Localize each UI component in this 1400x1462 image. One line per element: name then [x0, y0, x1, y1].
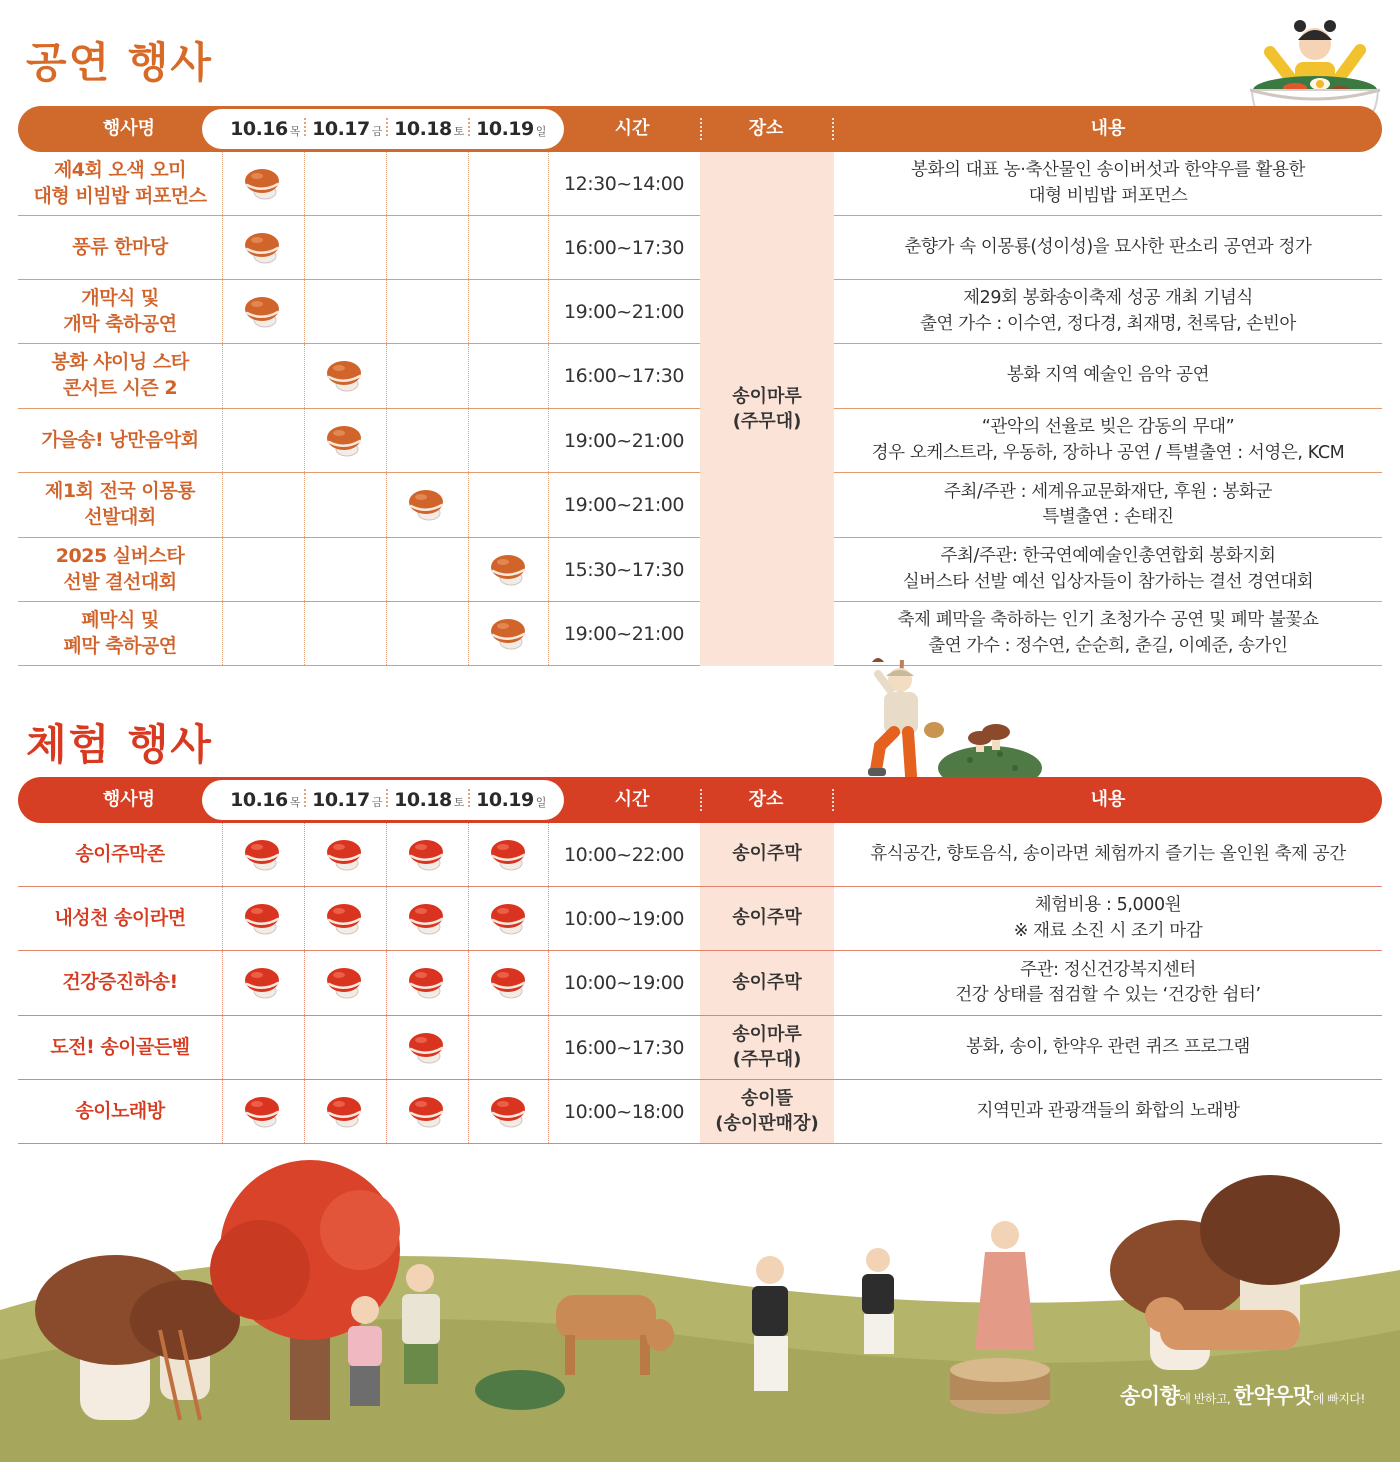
- header-date-1018: 10.18 토: [394, 118, 464, 140]
- event-place: 송이주막: [700, 951, 834, 1015]
- event-name: 도전! 송이골든벨: [50, 1035, 190, 1058]
- header-date-1017: 10.17 금: [312, 789, 382, 811]
- event-content: 봉화의 대표 농·축산물인 송이버섯과 한약우를 활용한 대형 비빔밥 퍼포먼스: [910, 160, 1306, 206]
- header-date-1016: 10.16 목: [230, 118, 300, 140]
- day-cell: [304, 823, 386, 886]
- event-time: 19:00~21:00: [564, 494, 684, 516]
- day-cell: [304, 602, 386, 665]
- event-time: 16:00~17:30: [564, 365, 684, 387]
- event-time: 10:00~22:00: [564, 843, 684, 866]
- day-cell: [222, 409, 304, 472]
- header-event-name: 행사명: [102, 118, 156, 139]
- mushroom-icon: [407, 487, 447, 523]
- festival-landscape-illustration: [0, 1160, 1400, 1462]
- event-name: 개막식 및 개막 축하공연: [63, 286, 177, 335]
- day-cell: [468, 216, 550, 279]
- mushroom-icon: [489, 1094, 529, 1130]
- event-time: 15:30~17:30: [564, 558, 684, 581]
- day-cell: [386, 538, 468, 601]
- event-name: 내성천 송이라면: [54, 906, 186, 929]
- header-date-1018: 10.18 토: [394, 789, 464, 811]
- day-cell: [222, 1016, 304, 1079]
- day-cell: [304, 216, 386, 279]
- table-row: [18, 1016, 1382, 1080]
- day-cell: [468, 1016, 550, 1079]
- day-cell: [304, 473, 386, 537]
- mushroom-icon: [489, 837, 529, 873]
- day-cell: [386, 280, 468, 343]
- experience-table-header: [18, 777, 1382, 823]
- performance-place-merged: 송이마루 (주무대): [700, 152, 834, 666]
- mushroom-icon: [243, 901, 283, 937]
- day-cell: [468, 473, 550, 537]
- event-content: 주최/주관: 한국연예예술인총연합회 봉화지회 실버스타 선발 예선 입상자들이 참가하는 결선 경연대회: [902, 546, 1314, 592]
- mushroom-icon: [325, 423, 365, 459]
- day-cell: [222, 602, 304, 665]
- mushroom-icon: [243, 1094, 283, 1130]
- day-cell: [386, 951, 468, 1015]
- mushroom-icon: [325, 1094, 365, 1130]
- event-place: 송이주막: [700, 823, 834, 886]
- event-content: 주관: 정신건강복지센터 건강 상태를 점검할 수 있는 ‘건강한 쉼터’: [955, 959, 1261, 1005]
- day-cell: [386, 473, 468, 537]
- day-cell: [468, 152, 550, 215]
- mushroom-icon: [407, 1094, 447, 1130]
- day-cell: [386, 823, 468, 886]
- event-place: 송이주막: [700, 887, 834, 950]
- day-cell: [222, 280, 304, 343]
- day-cell: [222, 823, 304, 886]
- performance-table: [18, 106, 1382, 666]
- mushroom-icon: [489, 616, 529, 652]
- day-cell: [468, 602, 550, 665]
- day-cell: [304, 409, 386, 472]
- mushroom-icon: [325, 965, 365, 1001]
- event-name: 봉화 샤이닝 스타 콘서트 시즌 2: [51, 351, 189, 399]
- table-row: [18, 887, 1382, 951]
- mushroom-icon: [243, 166, 283, 202]
- mushroom-icon: [407, 837, 447, 873]
- event-content: 지역민과 관광객들의 화합의 노래방: [976, 1100, 1240, 1121]
- event-place: 송이뜰 (송이판매장): [700, 1080, 834, 1143]
- event-time: 19:00~21:00: [564, 622, 684, 645]
- mushroom-icon: [325, 901, 365, 937]
- day-cell: [222, 538, 304, 601]
- header-content: 내용: [1090, 118, 1126, 139]
- event-time: 19:00~21:00: [564, 300, 684, 323]
- event-time: 19:00~21:00: [564, 429, 684, 452]
- header-date-1019: 10.19 일: [476, 118, 546, 140]
- event-name: 제4회 오색 오미 대형 비빔밥 퍼포먼스: [33, 158, 207, 207]
- mushroom-icon: [407, 901, 447, 937]
- day-cell: [222, 152, 304, 215]
- event-time: 12:30~14:00: [564, 172, 684, 195]
- day-cell: [468, 280, 550, 343]
- mushroom-icon: [325, 358, 365, 394]
- day-cell: [222, 473, 304, 537]
- header-date-1017: 10.17 금: [312, 118, 382, 140]
- event-content: 봉화 지역 예술인 음악 공연: [1006, 365, 1210, 386]
- day-cell: [468, 409, 550, 472]
- mushroom-icon: [489, 552, 529, 588]
- event-time: 10:00~19:00: [564, 972, 684, 994]
- header-time: 시간: [614, 789, 650, 810]
- event-content: “관악의 선율로 빚은 감동의 무대” 경우 오케스트라, 우동하, 장하나 공연 / 특별출연 : 서영은, KCM: [871, 417, 1345, 463]
- event-content: 주최/주관 : 세계유교문화재단, 후원 : 봉화군 특별출연 : 손태진: [943, 481, 1273, 527]
- day-cell: [468, 344, 550, 408]
- day-cell: [304, 152, 386, 215]
- table-row: [18, 1080, 1382, 1144]
- event-time: 16:00~17:30: [564, 236, 684, 259]
- event-name: 송이노래방: [75, 1099, 165, 1122]
- day-cell: [386, 152, 468, 215]
- experience-rows: [18, 823, 1382, 1144]
- day-cell: [468, 538, 550, 601]
- header-event-name: 행사명: [102, 789, 156, 810]
- header-time: 시간: [614, 118, 650, 139]
- event-content: 봉화, 송이, 한약우 관련 퀴즈 프로그램: [966, 1036, 1250, 1057]
- day-cell: [386, 1080, 468, 1143]
- day-cell: [304, 887, 386, 950]
- day-cell: [468, 1080, 550, 1143]
- event-content: 축제 폐막을 축하하는 인기 초청가수 공연 및 폐막 불꽃쇼 출연 가수 : 정수연, 순순희, 춘길, 이예준, 송가인: [897, 610, 1319, 656]
- mushroom-icon: [407, 965, 447, 1001]
- header-content: 내용: [1090, 789, 1126, 810]
- performance-section-title: 공연 행사: [26, 38, 213, 87]
- mushroom-icon: [325, 837, 365, 873]
- mushroom-icon: [243, 294, 283, 330]
- day-cell: [386, 887, 468, 950]
- day-cell: [468, 823, 550, 886]
- day-cell: [386, 409, 468, 472]
- day-cell: [222, 1080, 304, 1143]
- day-cell: [304, 344, 386, 408]
- day-cell: [222, 951, 304, 1015]
- day-cell: [304, 1016, 386, 1079]
- day-cell: [304, 951, 386, 1015]
- day-cell: [386, 602, 468, 665]
- mushroom-icon: [407, 1030, 447, 1066]
- event-name: 송이주막존: [75, 842, 165, 865]
- experience-section-title: 체험 행사: [26, 720, 213, 769]
- event-place: 송이마루 (주무대): [700, 1016, 834, 1079]
- mushroom-icon: [489, 965, 529, 1001]
- mushroom-icon: [243, 230, 283, 266]
- header-date-1016: 10.16 목: [230, 789, 300, 811]
- day-cell: [468, 951, 550, 1015]
- day-cell: [222, 344, 304, 408]
- event-name: 풍류 한마당: [72, 235, 168, 258]
- table-row: [18, 823, 1382, 887]
- event-time: 10:00~19:00: [564, 907, 684, 930]
- event-time: 10:00~18:00: [564, 1100, 684, 1123]
- event-name: 가을송! 낭만음악회: [41, 428, 199, 451]
- day-cell: [222, 887, 304, 950]
- event-content: 제29회 봉화송이축제 성공 개최 기념식 출연 가수 : 이수연, 정다경, 최재명, 천록담, 손빈아: [920, 288, 1296, 334]
- day-cell: [304, 280, 386, 343]
- header-place: 장소: [748, 118, 784, 139]
- mushroom-icon: [243, 837, 283, 873]
- event-name: 건강증진하송!: [62, 971, 178, 994]
- performance-table-header: [18, 106, 1382, 152]
- event-time: 16:00~17:30: [564, 1036, 684, 1059]
- header-date-1019: 10.19 일: [476, 789, 546, 811]
- mushroom-icon: [243, 965, 283, 1001]
- header-place: 장소: [748, 789, 784, 810]
- day-cell: [386, 344, 468, 408]
- event-content: 체험비용 : 5,000원 ※ 재료 소진 시 조기 마감: [1013, 895, 1203, 941]
- event-name: 제1회 전국 이몽룡 선발대회: [45, 480, 195, 528]
- festival-slogan: 송이향에 반하고, 한약우맛에 빠지다!: [1120, 1384, 1365, 1408]
- day-cell: [468, 887, 550, 950]
- day-cell: [222, 216, 304, 279]
- day-cell: [386, 1016, 468, 1079]
- event-content: 휴식공간, 향토음식, 송이라면 체험까지 즐기는 올인원 축제 공간: [870, 843, 1346, 864]
- day-cell: [304, 1080, 386, 1143]
- table-row: [18, 951, 1382, 1016]
- event-name: 폐막식 및 폐막 축하공연: [63, 608, 177, 657]
- day-cell: [386, 216, 468, 279]
- mushroom-icon: [489, 901, 529, 937]
- day-cell: [304, 538, 386, 601]
- event-name: 2025 실버스타 선발 결선대회: [55, 544, 185, 593]
- experience-table: [18, 777, 1382, 1144]
- event-content: 춘향가 속 이몽룡(성이성)을 묘사한 판소리 공연과 정가: [904, 236, 1312, 257]
